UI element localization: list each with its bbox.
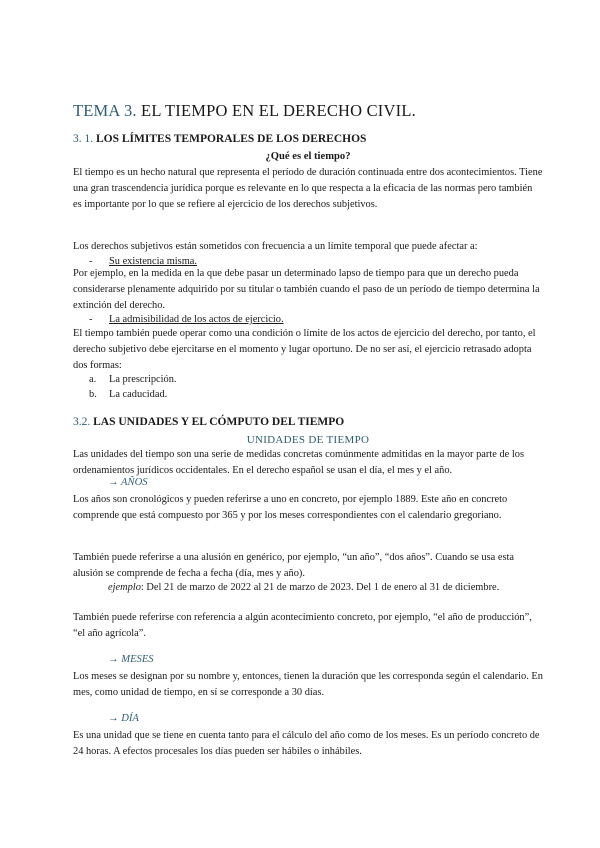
- section-heading-3-1: [73, 133, 543, 145]
- section-heading-text: LOS LÍMITES TEMPORALES DE LOS DERECHOS: [93, 133, 367, 145]
- example-line: [108, 580, 558, 596]
- title-number: TEMA 3.: [73, 101, 137, 120]
- page-title: [73, 101, 543, 121]
- section-number: 3.2.: [73, 416, 91, 428]
- label-dia: → DÍA: [108, 713, 139, 724]
- list-item-prescripcion: [89, 372, 559, 388]
- paragraph-tiempo-definicion: El tiempo es un hecho natural que representa el período de duración continuada entre dos acontecimientos. Tiene una gran trascendencia jurídica porque es relevante en lo que respecta a la eficacia de las normas pero también es importante por lo que se refiere al ejercicio de los derechos subjetivos.: [73, 167, 543, 210]
- section-heading-text: LAS UNIDADES Y EL CÓMPUTO DEL TIEMPO: [90, 416, 345, 428]
- label-meses: → MESES: [108, 654, 154, 665]
- paragraph-ejercicio: El tiempo también puede operar como una condición o límite de los actos de ejercicio del derecho, por tanto, el derecho subjetivo debe ejercitarse en el momento y lugar oportuno. De no ser así, el ejercicio retrasado adopta dos formas:: [73, 328, 536, 371]
- paragraph-anos-3: También puede referirse con referencia a algún acontecimiento concreto, por ejemplo, “el año de producción”, “el año agrícola”.: [73, 612, 532, 639]
- bullet-text: Su existencia misma.: [109, 256, 198, 267]
- paragraph-anos-1: Los años son cronológicos y pueden referirse a uno en concreto, por ejemplo 1889. Este año en concreto comprende que está compuesto por 365 y por los meses correspondientes con el calendario gregoriano.: [73, 494, 508, 521]
- bullet-mark: -: [89, 256, 93, 267]
- paragraph-anos-2: También puede referirse a una alusión en genérico, por ejemplo, “un año”, “dos años”. Cuando se usa esta alusión se comprende de fecha a fecha (día, mes y año).: [73, 552, 515, 579]
- paragraph-unidades: Las unidades del tiempo son una serie de medidas concretas comúnmente admitidas en la mayor parte de los ordenamientos jurídicos occidentales. En el derecho español se usan el día, el mes y el año.: [73, 449, 524, 476]
- list-text: La prescripción.: [109, 374, 177, 385]
- bullet-text: La admisibilidad de los actos de ejercicio.: [109, 314, 284, 325]
- list-mark: b.: [89, 389, 97, 400]
- example-label: ejemplo: [108, 582, 141, 593]
- list-item-caducidad: [89, 387, 559, 403]
- section-heading-3-2: [73, 416, 543, 428]
- bullet-mark: -: [89, 314, 93, 325]
- paragraph-meses: Los meses se designan por su nombre y, entonces, tienen la duración que les corresponda según el calendario. En mes, como unidad de tiempo, en sí se corresponde a 30 días.: [73, 671, 543, 698]
- question-heading: ¿Qué es el tiempo?: [265, 151, 351, 162]
- paragraph-ejemplo-existencia: Por ejemplo, en la medida en la que debe pasar un determinado lapso de tiempo para que un derecho pueda considerarse plenamente adquirido por su titular o también cuando el paso de un período de tiempo determina la extinción del derecho.: [73, 268, 540, 311]
- list-mark: a.: [89, 374, 97, 385]
- subheading-unidades: UNIDADES DE TIEMPO: [246, 434, 370, 446]
- paragraph-dia: Es una unidad que se tiene en cuenta tanto para el cálculo del año como de los meses. Es un período concreto de 24 horas. A efectos procesales los días pueden ser hábiles o inhábiles.: [73, 730, 540, 757]
- list-text: La caducidad.: [109, 389, 168, 400]
- example-text: : Del 21 de marzo de 2022 al 21 de marzo de 2023. Del 1 de enero al 31 de diciembre.: [140, 582, 500, 593]
- paragraph-derechos-subjetivos: Los derechos subjetivos están sometidos con frecuencia a un límite temporal que puede afectar a:: [73, 241, 478, 252]
- section-number: 3. 1.: [73, 133, 94, 145]
- title-text: EL TIEMPO EN EL DERECHO CIVIL.: [136, 101, 416, 120]
- label-anos: → AÑOS: [108, 477, 148, 488]
